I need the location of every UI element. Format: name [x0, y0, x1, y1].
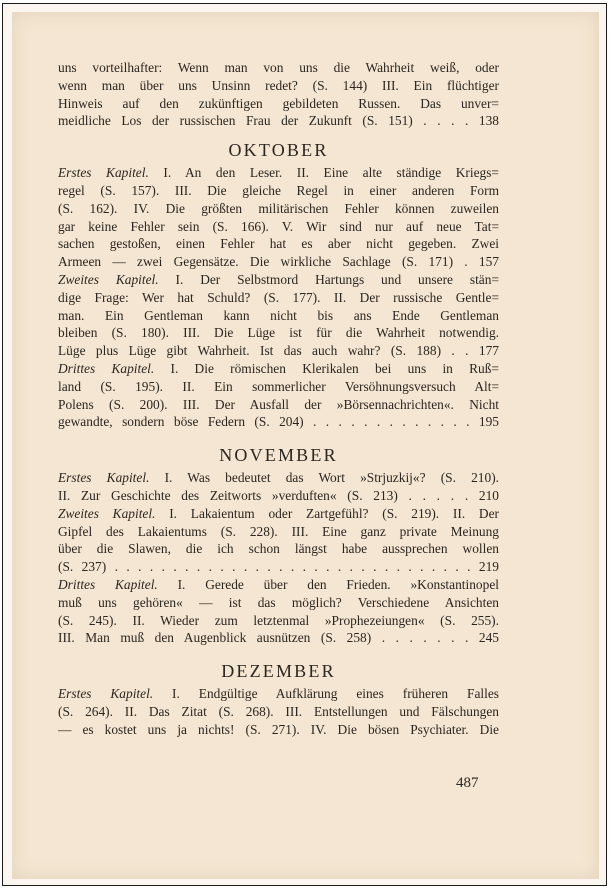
text-line: regel (S. 157). III. Die gleiche Regel in einer anderen Form: [58, 182, 499, 198]
text-line: Hinweis auf den zukünftigen gebildeten Russen. Das unver=: [58, 95, 499, 111]
november-chapter-3: [58, 576, 499, 647]
text-line: Erstes Kapitel. I. Endgültige Aufklärung eines früheren Falles: [58, 686, 499, 702]
text-line: Polens (S. 200). III. Der Ausfall der »Börsennachrichten«. Nicht: [58, 396, 499, 412]
november-chapter-2: [58, 505, 499, 576]
text-line: Erstes Kapitel. I. An den Leser. II. Eine alte ständige Kriegs=: [58, 165, 499, 181]
oktober-chapter-1: [58, 164, 499, 271]
text-line: (S. 245). II. Wieder zum letztenmal »Prophezeiungen« (S. 255).: [58, 612, 499, 628]
text-line: wenn man über uns Unsinn redet? (S. 144) III. Ein flüchtiger: [58, 77, 499, 93]
text-line: Drittes Kapitel. I. Die römischen Klerikalen bei uns in Ruß=: [58, 360, 499, 376]
text-line: II. Zur Geschichte des Zeitworts »verduften« (S. 213) . . . . . 210: [58, 487, 499, 503]
text-line: Zweites Kapitel. I. Lakaientum oder Zartgefühl? (S. 219). II. Der: [58, 505, 499, 521]
table-of-contents: [58, 59, 499, 739]
text-line: III. Man muß den Augenblick ausnützen (S. 258) . . . . . . . 245: [58, 630, 499, 646]
chapter-label: Drittes Kapitel.: [58, 360, 155, 376]
text-line: gar keine Fehler sein (S. 166). V. Wir sind nur auf neue Tat=: [58, 218, 499, 234]
text-line: Lüge plus Lüge gibt Wahrheit. Ist das auch wahr? (S. 188) . . 177: [58, 343, 499, 359]
chapter-label: Erstes Kapitel.: [58, 470, 150, 486]
page-number: 487: [456, 775, 479, 791]
intro-entry: [58, 59, 499, 130]
text-line: (S. 237) . . . . . . . . . . . . . . . . . . . . . . . . . . . . . . . 219: [58, 559, 499, 575]
text-line: über die Slawen, die ich schon längst habe aussprechen wollen: [58, 541, 499, 557]
text-line: man. Ein Gentleman kann nicht bis ans Ende Gentleman: [58, 307, 499, 323]
text-line: dige Frage: Wer hat Schuld? (S. 177). II. Der russische Gentle=: [58, 289, 499, 305]
text-line: muß uns gehören« — ist das möglich? Verschiedene Ansichten: [58, 594, 499, 610]
section-heading-november: NOVEMBER: [219, 445, 338, 466]
text-line: — es kostet uns ja nichts! (S. 271). IV. Die bösen Psychiater. Die: [58, 721, 499, 737]
chapter-label: Erstes Kapitel.: [58, 165, 149, 181]
text-line: (S. 264). II. Das Zitat (S. 268). III. Entstellungen und Fälschungen: [58, 703, 499, 719]
section-heading-dezember: DEZEMBER: [221, 661, 336, 682]
text-line: land (S. 195). II. Ein sommerlicher Versöhnungsversuch Alt=: [58, 378, 499, 394]
text-line: bleiben (S. 180). III. Die Lüge ist für die Wahrheit notwendig.: [58, 325, 499, 341]
november-chapter-1: [58, 469, 499, 505]
text-line: Armeen — zwei Gegensätze. Die wirkliche Sachlage (S. 171) . 157: [58, 254, 499, 270]
chapter-label: Zweites Kapitel.: [58, 271, 159, 287]
oktober-chapter-2: [58, 271, 499, 360]
text-line: gewandte, sondern böse Federn (S. 204) . . . . . . . . . . . . . 195: [58, 414, 499, 430]
oktober-chapter-3: [58, 360, 499, 431]
chapter-label: Zweites Kapitel.: [58, 505, 156, 521]
text-line: Zweites Kapitel. I. Der Selbstmord Hartungs und unsere stän=: [58, 271, 499, 287]
text-line: meidliche Los der russischen Frau der Zukunft (S. 151) . . . . 138: [58, 113, 499, 129]
text-line: sachen gestoßen, einen Fehler hat es aber nicht gegeben. Zwei: [58, 236, 499, 252]
section-heading-oktober: OKTOBER: [228, 140, 329, 161]
chapter-label: Erstes Kapitel.: [58, 686, 154, 702]
text-line: Drittes Kapitel. I. Gerede über den Frieden. »Konstantinopel: [58, 576, 499, 592]
dezember-chapter-1: [58, 685, 499, 738]
text-line: uns vorteilhafter: Wenn man von uns die Wahrheit weiß, oder: [58, 60, 499, 75]
chapter-label: Drittes Kapitel.: [58, 576, 158, 592]
text-line: (S. 162). IV. Die größten militärischen Fehler können zuweilen: [58, 200, 499, 216]
text-line: Gipfel des Lakaientums (S. 228). III. Eine ganz private Meinung: [58, 523, 499, 539]
text-line: Erstes Kapitel. I. Was bedeutet das Wort »Strjuzkij«? (S. 210).: [58, 470, 499, 486]
